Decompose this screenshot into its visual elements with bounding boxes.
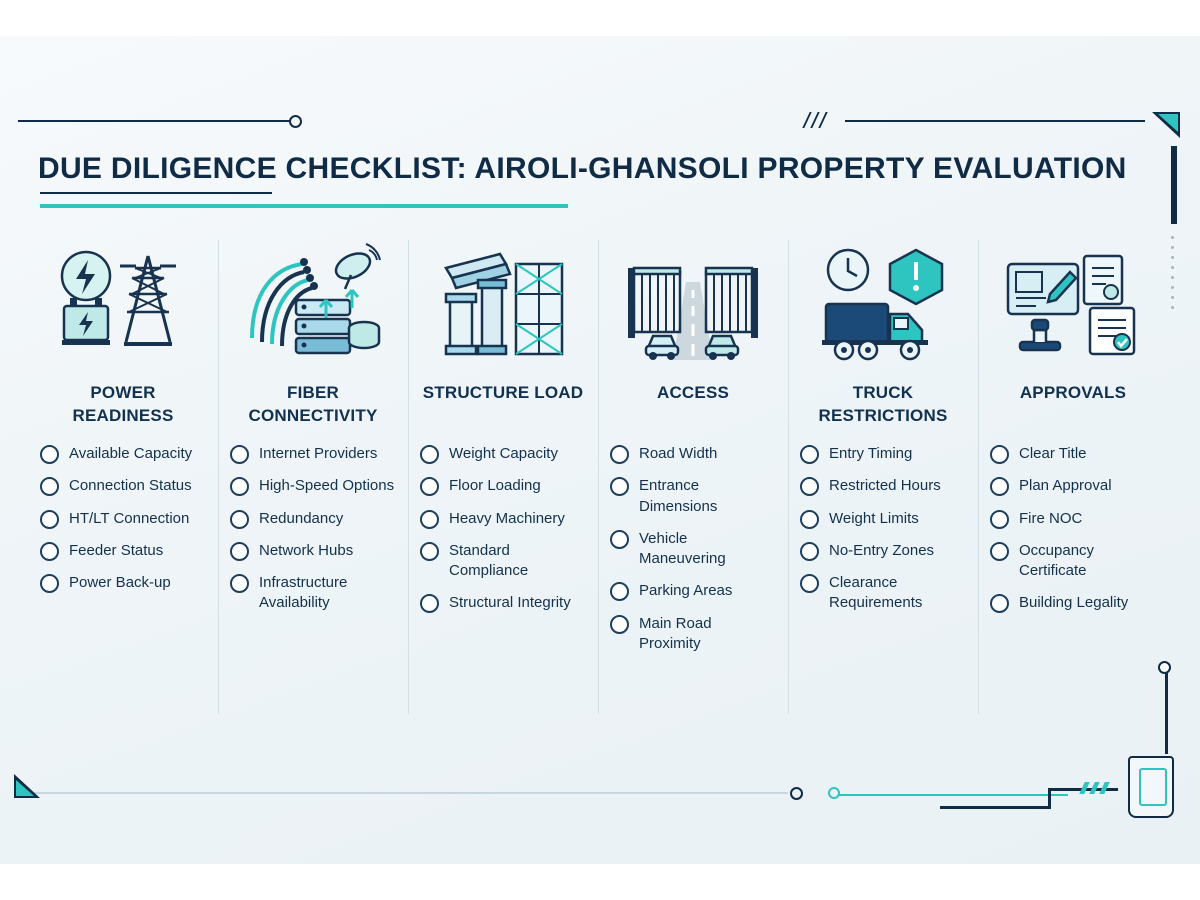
checkbox-circle-icon[interactable] [990,542,1009,561]
checkbox-circle-icon[interactable] [610,582,629,601]
checkbox-circle-icon[interactable] [40,445,59,464]
list-item[interactable] [420,541,586,582]
list-item[interactable] [40,444,206,464]
list-item[interactable] [800,573,966,614]
checklist-column-fiber-connectivity [218,232,408,732]
list-item[interactable] [990,476,1156,496]
checklist-items [230,444,396,614]
column-title: STRUCTURE LOAD [422,383,584,402]
checklist-items [610,444,776,654]
corner-triangle-accent [1158,114,1178,132]
checkbox-circle-icon[interactable] [800,542,819,561]
list-item[interactable] [420,444,586,464]
checkbox-circle-icon[interactable] [420,477,439,496]
list-item[interactable] [800,509,966,529]
list-item-label: No-Entry Zones [829,541,935,559]
list-item-label: Network Hubs [259,541,354,559]
list-item[interactable] [610,476,776,517]
checkbox-circle-icon[interactable] [990,594,1009,613]
bottom-rule [28,792,788,794]
hatch-marks-accent-icon [1082,782,1116,794]
power-transformer-pylon-icon [40,232,206,382]
list-item[interactable] [40,573,206,593]
column-title: POWER READINESS [72,383,174,425]
checkbox-circle-icon[interactable] [800,574,819,593]
list-item-label: Heavy Machinery [449,509,565,527]
list-item-label: Plan Approval [1019,477,1112,495]
list-item[interactable] [610,444,776,464]
checkbox-circle-icon[interactable] [230,574,249,593]
checkbox-circle-icon[interactable] [800,445,819,464]
list-item[interactable] [800,476,966,496]
list-item[interactable] [40,541,206,561]
list-item-label: Weight Capacity [449,445,558,462]
list-item[interactable] [990,444,1156,464]
list-item[interactable] [610,614,776,655]
list-item-label: Internet Providers [259,445,378,462]
checklist-column-structure-load [408,232,598,732]
list-item-label: Entrance Dimensions [639,477,718,515]
checkbox-circle-icon[interactable] [990,510,1009,529]
list-item[interactable] [610,529,776,570]
truck-clock-warning-icon [800,232,966,382]
list-item[interactable] [610,581,776,601]
infographic-panel [0,36,1200,864]
column-title: FIBER CONNECTIVITY [248,383,378,425]
bottom-circle-icon-b [828,787,840,799]
right-dotted-line [1171,236,1175,316]
list-item[interactable] [420,476,586,496]
list-item-label: Feeder Status [69,541,164,559]
checkbox-circle-icon[interactable] [420,510,439,529]
badge-shape-icon [1128,756,1174,818]
checkbox-circle-icon[interactable] [610,530,629,549]
list-item-label: High-Speed Options [259,477,395,495]
checkbox-circle-icon[interactable] [230,477,249,496]
checklist-column-approvals [978,232,1168,732]
checklist-items [800,444,966,614]
list-item-label: Clearance Requirements [829,574,923,612]
list-item[interactable] [40,509,206,529]
checklist-items [420,444,586,614]
list-item[interactable] [40,476,206,496]
list-item-label: Available Capacity [69,445,193,462]
list-item-label: Infrastructure Availability [259,574,348,612]
checkbox-circle-icon[interactable] [40,542,59,561]
list-item[interactable] [420,509,586,529]
list-item[interactable] [990,541,1156,582]
list-item-label: Redundancy [259,509,344,527]
list-item-label: Road Width [639,445,718,462]
checklist-items [990,444,1156,614]
list-item-label: Fire NOC [1019,509,1083,527]
fiber-server-satellite-icon [230,232,396,382]
checkbox-circle-icon[interactable] [230,445,249,464]
list-item-label: Restricted Hours [829,477,941,495]
title-underline-accent [40,204,568,208]
list-item-label: HT/LT Connection [69,509,190,527]
checkbox-circle-icon[interactable] [610,615,629,634]
checklist-column-truck-restrictions [788,232,978,732]
checkbox-circle-icon[interactable] [990,477,1009,496]
checkbox-circle-icon[interactable] [230,510,249,529]
checkbox-circle-icon[interactable] [40,510,59,529]
checkbox-circle-icon[interactable] [420,594,439,613]
checklist-column-power-readiness [28,232,218,732]
checkbox-circle-icon[interactable] [230,542,249,561]
checklist-columns [28,232,1168,732]
top-left-circle-icon [289,115,302,128]
list-item[interactable] [990,509,1156,529]
top-rule-right [845,120,1145,122]
bottom-circle-icon-a [790,787,803,800]
list-item-label: Standard Compliance [449,541,529,579]
list-item-label: Vehicle Maneuvering [639,529,726,567]
list-item-label: Parking Areas [639,582,733,600]
checkbox-circle-icon[interactable] [800,477,819,496]
checkbox-circle-icon[interactable] [40,574,59,593]
checkbox-circle-icon[interactable] [610,445,629,464]
checklist-items [40,444,206,593]
corner-triangle-bottom-accent [16,780,34,796]
right-edge-bar [1171,146,1177,224]
list-item[interactable] [230,509,396,529]
list-item-label: Occupancy Certificate [1019,541,1095,579]
list-item-label: Entry Timing [829,445,913,462]
gate-road-vehicles-icon [610,232,776,382]
list-item[interactable] [230,541,396,561]
list-item-label: Clear Title [1019,445,1087,462]
checklist-column-access [598,232,788,732]
list-item-label: Structural Integrity [449,594,571,612]
title-block [38,152,1138,186]
checkbox-circle-icon[interactable] [420,445,439,464]
list-item[interactable] [420,593,586,613]
list-item-label: Building Legality [1019,594,1129,612]
page-title: DUE DILIGENCE CHECKLIST: AIROLI-GHANSOLI PROPERTY EVALUATION [38,152,1127,185]
top-rule-left [18,120,290,122]
list-item[interactable] [990,593,1156,613]
checkbox-circle-icon[interactable] [800,510,819,529]
steel-beam-column-icon [420,232,586,382]
checkbox-circle-icon[interactable] [40,477,59,496]
column-title: ACCESS [656,383,730,402]
list-item-label: Main Road Proximity [639,614,712,652]
title-underline-dark [40,192,272,194]
list-item-label: Weight Limits [829,509,919,527]
hatch-marks-icon [806,112,836,128]
list-item[interactable] [230,444,396,464]
blueprint-stamp-documents-icon [990,232,1156,382]
list-item[interactable] [230,573,396,614]
column-title: APPROVALS [1019,383,1127,402]
checkbox-circle-icon[interactable] [420,542,439,561]
list-item[interactable] [800,444,966,464]
checkbox-circle-icon[interactable] [990,445,1009,464]
bottom-step-line [940,776,1150,816]
list-item-label: Connection Status [69,477,192,495]
list-item-label: Power Back-up [69,574,171,591]
list-item[interactable] [800,541,966,561]
list-item[interactable] [230,476,396,496]
column-title: TRUCK RESTRICTIONS [818,383,948,425]
checkbox-circle-icon[interactable] [610,477,629,496]
list-item-label: Floor Loading [449,477,541,495]
